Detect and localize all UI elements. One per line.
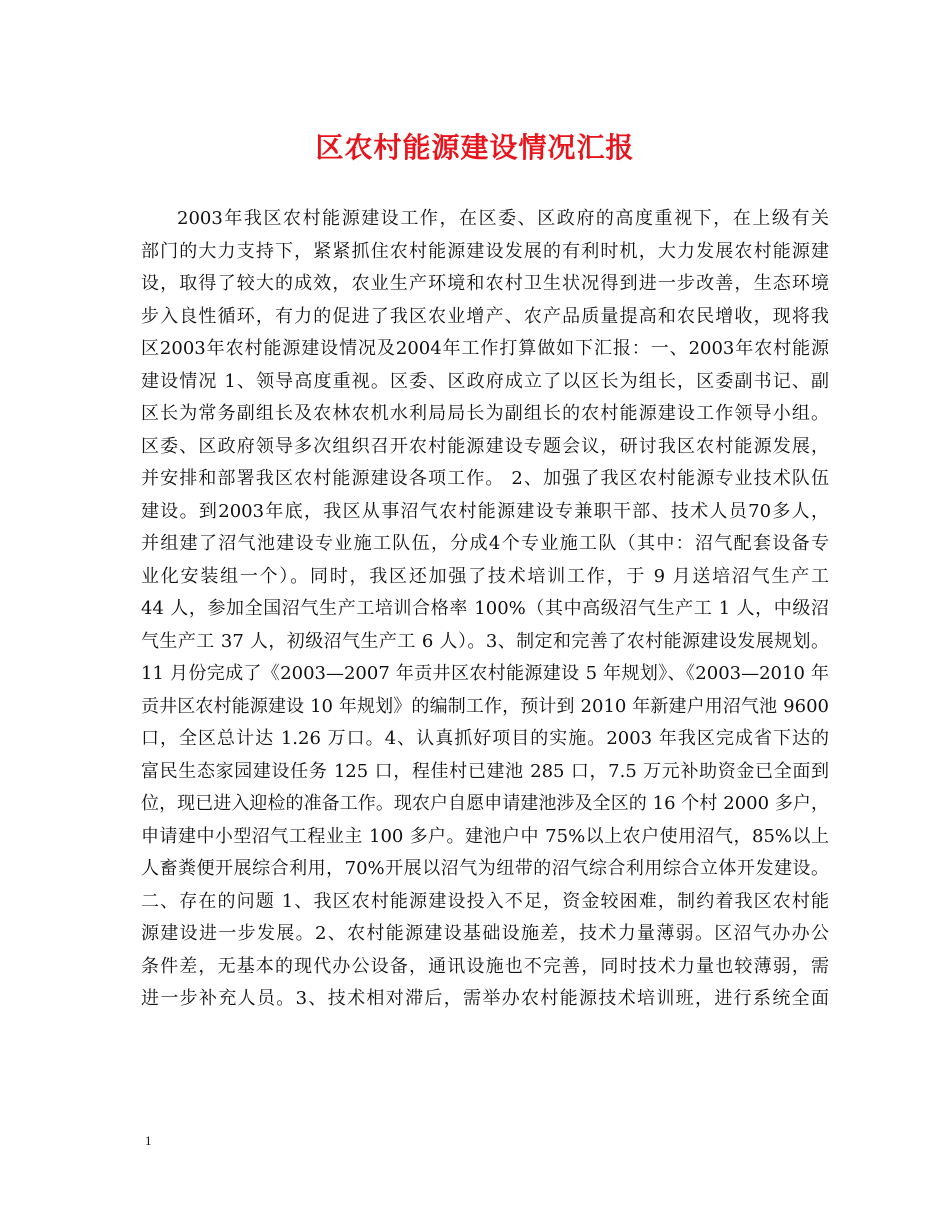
document-title: 区农村能源建设情况汇报 [315,131,635,164]
body-line: 二、存在的问题 1、我区农村能源建设投入不足，资金较困难，制约着我区农村能 [141,890,829,912]
body-line: 11 月份完成了《2003—2007 年贡井区农村能源建设 5 年规划》、《2003—2010 年 [141,663,829,684]
body-line: 口，全区总计达 1.26 万口。4、认真抓好项目的实施。2003 年我区完成省下达的 [141,728,829,749]
body-line: 步入良性循环，有力的促进了我区农业增产、农产品质量提高和农民增收，现将我 [141,305,829,327]
body-line: 2003年我区农村能源建设工作，在区委、区政府的高度重视下，在上级有关 [177,208,829,229]
body-line: 并组建了沼气池建设专业施工队伍，分成4个专业施工队（其中：沼气配套设备专 [141,533,829,554]
body-line: 富民生态家园建设任务 125 口，程佳村已建池 285 口，7.5 万元补助资金已全面到 [141,760,829,782]
body-line: 区2003年农村能源建设情况及2004年工作打算做如下汇报：一、2003年农村能源 [141,338,829,359]
body-line: 申请建中小型沼气工程业主 100 多户。建池户中 75%以上农户使用沼气，85%以上 [141,825,829,847]
body-line: 区委、区政府领导多次组织召开农村能源建设专题会议，研讨我区农村能源发展， [141,435,829,457]
body-line: 进一步补充人员。3、技术相对滞后，需举办农村能源技术培训班，进行系统全面 [141,988,829,1009]
body-line: 并安排和部署我区农村能源建设各项工作。 2、加强了我区农村能源专业技术队伍 [141,468,829,489]
body-line: 气生产工 37 人，初级沼气生产工 6 人）。3、制定和完善了农村能源建设发展规划。 [141,630,829,652]
body-line: 区长为常务副组长及农林农机水利局局长为副组长的农村能源建设工作领导小组。 [141,403,829,424]
body-line: 建设情况 1、领导高度重视。区委、区政府成立了以区长为组长，区委副书记、副 [141,370,829,392]
body-line: 业化安装组一个）。同时，我区还加强了技术培训工作，于 9 月送培沼气生产工 [141,565,829,587]
body-line: 设，取得了较大的成效，农业生产环境和农村卫生状况得到进一步改善，生态环境 [141,273,829,294]
body-line: 贡井区农村能源建设 10 年规划》的编制工作，预计到 2010 年新建户用沼气池 9600 [141,695,829,717]
body-line: 人畜粪便开展综合利用，70%开展以沼气为纽带的沼气综合利用综合立体开发建设。 [141,858,829,879]
body-line: 条件差，无基本的现代办公设备，通讯设施也不完善，同时技术力量也较薄弱，需 [141,955,829,977]
body-line: 源建设进一步发展。2、农村能源建设基础设施差，技术力量薄弱。区沼气办办公 [141,923,829,944]
body-line: 部门的大力支持下，紧紧抓住农村能源建设发展的有利时机，大力发展农村能源建 [141,240,829,262]
body-line: 44 人，参加全国沼气生产工培训合格率 100%（其中高级沼气生产工 1 人，中级沼 [141,598,829,619]
body-line: 位，现已进入迎检的准备工作。现农户自愿申请建池涉及全区的 16 个村 2000 多户， [141,793,829,814]
body-line: 建设。到2003年底，我区从事沼气农村能源建设专兼职干部、技术人员70多人， [141,500,829,522]
page-number: 1 [145,1133,152,1148]
document-body [141,203,829,1016]
